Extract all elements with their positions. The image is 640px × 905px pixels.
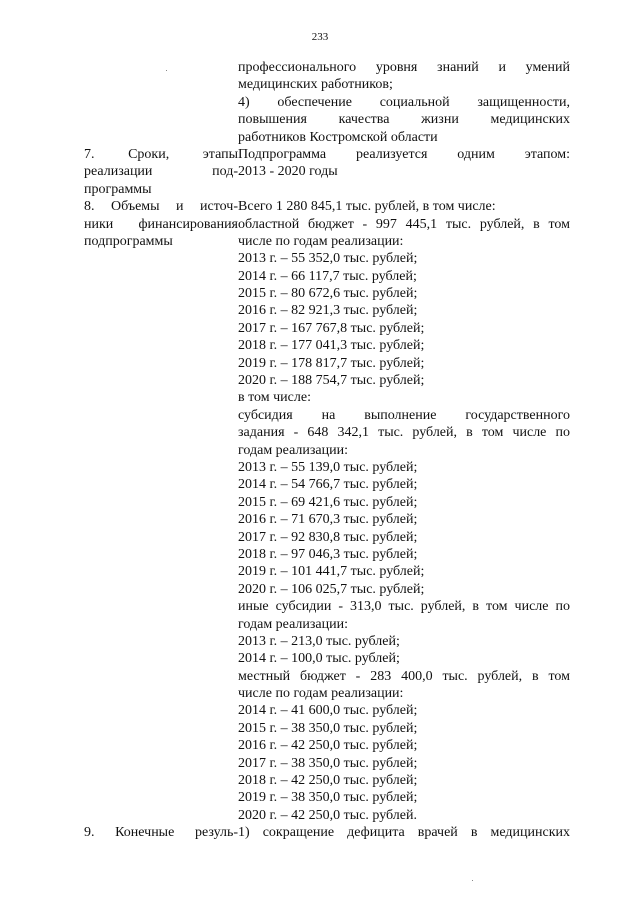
row-label-cell [84, 824, 238, 841]
right-text-line: 2015 г. – 38 350,0 тыс. рублей; [238, 720, 418, 736]
right-text-line: 2020 г. – 42 250,0 тыс. рублей. [238, 807, 417, 823]
right-text-line: годам реализации: [238, 616, 348, 632]
right-text-line: 2018 г. – 177 041,3 тыс. рублей; [238, 338, 425, 354]
right-text-line: числе по годам реализации: [238, 686, 404, 702]
right-text-line: 2015 г. – 69 421,6 тыс. рублей; [238, 494, 418, 510]
right-text-line: 2013 г. – 55 139,0 тыс. рублей; [238, 459, 418, 475]
row-value-cell [238, 824, 570, 841]
right-text-line: 2014 г. – 66 117,7 тыс. рублей; [238, 268, 417, 284]
right-text-line: 2016 г. – 42 250,0 тыс. рублей; [238, 738, 418, 754]
left-text-line: подпрограммы [84, 233, 173, 249]
row-value-cell [238, 146, 570, 198]
right-text-line: областной бюджет - 997 445,1 тыс. рублей, в том [238, 216, 570, 232]
row-value-cell [238, 198, 570, 824]
right-text-line: 2014 г. – 54 766,7 тыс. рублей; [238, 477, 418, 493]
row-label-cell [84, 146, 238, 198]
right-text-line: 4) обеспечение социальной защищенности, [238, 94, 570, 110]
left-text-line: программы [84, 181, 152, 197]
table-row [84, 146, 570, 198]
right-text-line: 2016 г. – 82 921,3 тыс. рублей; [238, 303, 418, 319]
row-value-cell [238, 59, 570, 146]
right-text-line: 2015 г. – 80 672,6 тыс. рублей; [238, 286, 418, 302]
right-text-line: 2016 г. – 71 670,3 тыс. рублей; [238, 512, 418, 528]
right-text-line: задания - 648 342,1 тыс. рублей, в том числе по [238, 425, 570, 441]
right-text-line: 2013 г. – 213,0 тыс. рублей; [238, 633, 400, 649]
right-text-line: 2017 г. – 38 350,0 тыс. рублей; [238, 755, 418, 771]
right-text-line: 2019 г. – 38 350,0 тыс. рублей; [238, 790, 418, 806]
right-text-line: 2018 г. – 97 046,3 тыс. рублей; [238, 546, 418, 562]
scan-speck [472, 880, 473, 881]
right-text-line: повышения качества жизни медицинских [238, 112, 570, 128]
right-text-line: работников Костромской области [238, 129, 438, 145]
right-text-line: годам реализации: [238, 442, 348, 458]
right-text-line: 1) сокращение дефицита врачей в медицинских [238, 825, 570, 841]
right-text-line: Всего 1 280 845,1 тыс. рублей, в том числе: [238, 199, 496, 215]
right-text-line: местный бюджет - 283 400,0 тыс. рублей, в том [238, 668, 570, 684]
right-text-line: 2018 г. – 42 250,0 тыс. рублей; [238, 773, 418, 789]
right-text-line: 2017 г. – 167 767,8 тыс. рублей; [238, 320, 425, 336]
right-text-line: 2013 г. – 55 352,0 тыс. рублей; [238, 251, 418, 267]
left-text-line: 7. Сроки, этапы [84, 146, 238, 162]
right-text-line: 2014 г. – 100,0 тыс. рублей; [238, 651, 400, 667]
page-number: 233 [311, 31, 329, 43]
right-text-line: 2017 г. – 92 830,8 тыс. рублей; [238, 529, 418, 545]
table-row [84, 198, 570, 824]
left-text-line: реализации под- [84, 164, 238, 180]
right-text-line: числе по годам реализации: [238, 233, 404, 249]
row-label-cell [84, 59, 238, 146]
right-text-line: иные субсидии - 313,0 тыс. рублей, в том числе по [238, 599, 570, 615]
right-text-line: в том числе: [238, 390, 311, 406]
table-row [84, 824, 570, 841]
right-text-line: профессионального уровня знаний и умений [238, 60, 570, 75]
passport-table [84, 59, 570, 842]
row-label-cell [84, 198, 238, 824]
left-text-line: 8. Объемы и источ- [84, 199, 238, 215]
right-text-line: 2020 г. – 188 754,7 тыс. рублей; [238, 373, 425, 389]
scan-speck [166, 70, 167, 71]
right-text-line: субсидия на выполнение государственного [238, 407, 570, 423]
left-text-line: ники финансирования [84, 216, 238, 232]
right-text-line: Подпрограмма реализуется одним этапом: [238, 146, 570, 162]
table-row [84, 59, 570, 146]
right-text-line: 2020 г. – 106 025,7 тыс. рублей; [238, 581, 425, 597]
left-text-line: 9. Конечные резуль- [84, 825, 238, 841]
right-text-line: 2014 г. – 41 600,0 тыс. рублей; [238, 703, 418, 719]
right-text-line: 2013 - 2020 годы [238, 164, 338, 180]
right-text-line: 2019 г. – 178 817,7 тыс. рублей; [238, 355, 425, 371]
right-text-line: медицинских работников; [238, 77, 393, 93]
right-text-line: 2019 г. – 101 441,7 тыс. рублей; [238, 564, 425, 580]
